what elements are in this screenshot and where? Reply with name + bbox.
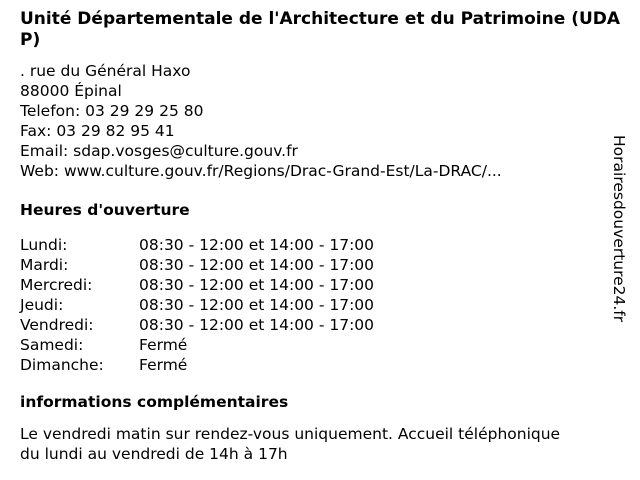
- hours-row-thursday: [20, 295, 625, 315]
- website-link[interactable]: Web: www.culture.gouv.fr/Regions/Drac-Grand-Est/La-DRAC/...: [20, 162, 502, 180]
- hours-row-wednesday: [20, 275, 625, 295]
- business-card: [20, 9, 625, 464]
- page-title: Unité Départementale de l'Architecture et du Patrimoine (UDAP): [20, 9, 621, 50]
- hours-value: Fermé: [139, 356, 188, 374]
- hours-row-saturday: [20, 335, 625, 355]
- day-label: Vendredi:: [20, 316, 94, 334]
- additional-info-heading: informations complémentaires: [20, 393, 289, 411]
- hours-value: 08:30 - 12:00 et 14:00 - 17:00: [139, 256, 375, 274]
- fax-number: Fax: 03 29 82 95 41: [20, 122, 175, 140]
- day-label: Jeudi:: [20, 296, 64, 314]
- opening-hours-table: [20, 235, 625, 375]
- phone-number[interactable]: Telefon: 03 29 29 25 80: [20, 102, 204, 120]
- hours-value: 08:30 - 12:00 et 14:00 - 17:00: [139, 276, 375, 294]
- hours-value: 08:30 - 12:00 et 14:00 - 17:00: [139, 296, 375, 314]
- hours-value: Fermé: [139, 336, 188, 354]
- city-address: 88000 Épinal: [20, 82, 122, 100]
- address-block: [20, 61, 625, 181]
- hours-row-tuesday: [20, 255, 625, 275]
- opening-hours-heading: Heures d'ouverture: [20, 201, 190, 219]
- hours-row-friday: [20, 315, 625, 335]
- hours-row-sunday: [20, 355, 625, 375]
- day-label: Mardi:: [20, 256, 69, 274]
- site-watermark: Horairesdouverture24.fr: [610, 135, 628, 323]
- day-label: Samedi:: [20, 336, 84, 354]
- day-label: Lundi:: [20, 236, 68, 254]
- hours-value: 08:30 - 12:00 et 14:00 - 17:00: [139, 236, 375, 254]
- hours-row-monday: [20, 235, 625, 255]
- additional-info-text: Le vendredi matin sur rendez-vous uniquement. Accueil téléphonique du lundi au vendredi de 14h à 17h: [20, 425, 561, 463]
- hours-value: 08:30 - 12:00 et 14:00 - 17:00: [139, 316, 375, 334]
- street-address: . rue du Général Haxo: [20, 62, 191, 80]
- email-address[interactable]: Email: sdap.vosges@culture.gouv.fr: [20, 142, 298, 160]
- day-label: Dimanche:: [20, 356, 104, 374]
- day-label: Mercredi:: [20, 276, 93, 294]
